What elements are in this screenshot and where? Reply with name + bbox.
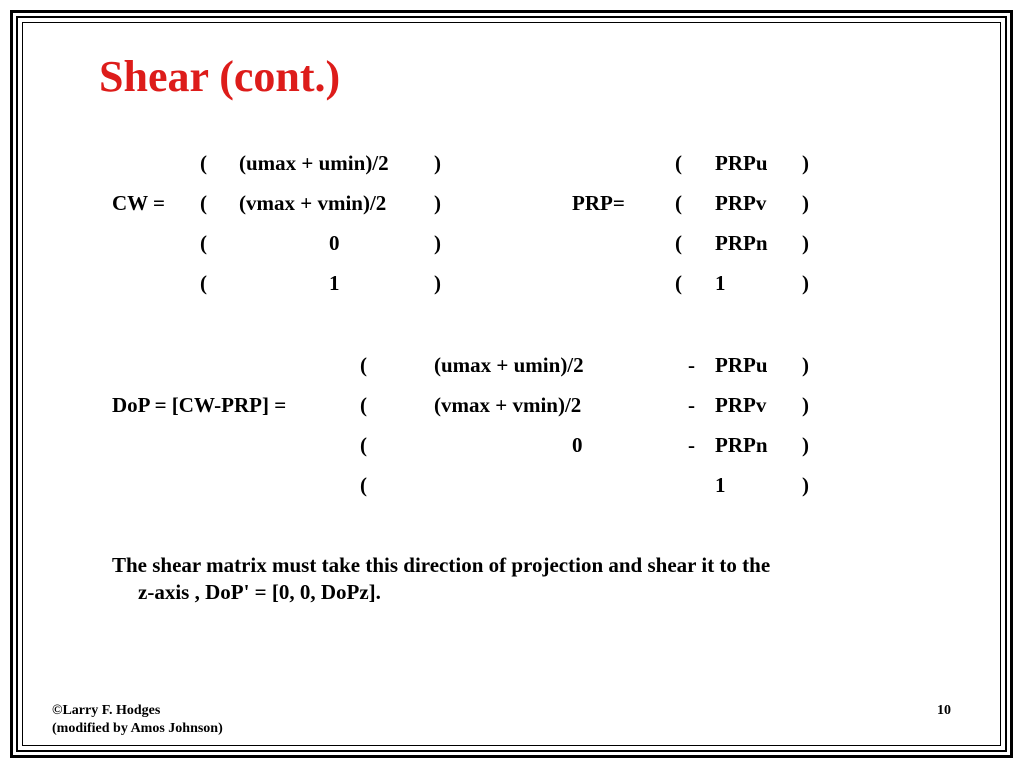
dop-close-paren: ) [802, 393, 809, 417]
prp-close-paren: ) [802, 151, 809, 175]
prp-close-paren: ) [802, 271, 809, 295]
explanation-line-1: The shear matrix must take this direction of projection and shear it to the [112, 553, 771, 577]
dop-open-paren: ( [360, 393, 367, 417]
prp-open-paren: ( [675, 231, 682, 255]
prp-label: PRP= [572, 191, 625, 215]
dop-prp-term-u: PRPu [715, 353, 768, 377]
cw-value-u: (umax + umin)/2 [239, 151, 389, 175]
footer-modified-by: (modified by Amos Johnson) [52, 721, 223, 736]
prp-value-n: PRPn [715, 231, 768, 255]
dop-cw-term-u: (umax + umin)/2 [434, 353, 584, 377]
dop-prp-term-v: PRPv [715, 393, 767, 417]
slide-border-inner [22, 22, 1001, 746]
prp-close-paren: ) [802, 231, 809, 255]
cw-open-paren: ( [200, 231, 207, 255]
prp-open-paren: ( [675, 271, 682, 295]
dop-open-paren: ( [360, 353, 367, 377]
prp-value-u: PRPu [715, 151, 768, 175]
dop-open-paren: ( [360, 473, 367, 497]
prp-value-v: PRPv [715, 191, 767, 215]
cw-value-v: (vmax + vmin)/2 [239, 191, 387, 215]
dop-close-paren: ) [802, 433, 809, 457]
dop-minus-sign: - [688, 353, 695, 377]
dop-label: DoP = [CW-PRP] = [112, 393, 287, 417]
explanation-line-2: z-axis , DoP' = [0, 0, DoPz]. [138, 580, 381, 604]
dop-minus-sign: - [688, 393, 695, 417]
dop-cw-term-v: (vmax + vmin)/2 [434, 393, 582, 417]
explanation-paragraph [112, 552, 932, 606]
dop-close-paren: ) [802, 353, 809, 377]
dop-prp-term-w: 1 [715, 473, 726, 497]
cw-close-paren: ) [434, 191, 441, 215]
dop-minus-sign: - [688, 433, 695, 457]
footer-author: ©Larry F. Hodges [52, 703, 161, 718]
cw-close-paren: ) [434, 231, 441, 255]
dop-prp-term-n: PRPn [715, 433, 768, 457]
cw-close-paren: ) [434, 271, 441, 295]
dop-close-paren: ) [802, 473, 809, 497]
dop-cw-term-n: 0 [572, 433, 583, 457]
prp-close-paren: ) [802, 191, 809, 215]
slide-title: Shear (cont.) [99, 52, 341, 101]
dop-open-paren: ( [360, 433, 367, 457]
prp-open-paren: ( [675, 191, 682, 215]
cw-open-paren: ( [200, 151, 207, 175]
prp-value-w: 1 [715, 271, 726, 295]
prp-open-paren: ( [675, 151, 682, 175]
cw-open-paren: ( [200, 271, 207, 295]
cw-label: CW = [112, 191, 166, 215]
cw-open-paren: ( [200, 191, 207, 215]
slide-number: 10 [937, 703, 951, 718]
cw-value-w: 1 [329, 271, 340, 295]
cw-close-paren: ) [434, 151, 441, 175]
cw-value-n: 0 [329, 231, 340, 255]
